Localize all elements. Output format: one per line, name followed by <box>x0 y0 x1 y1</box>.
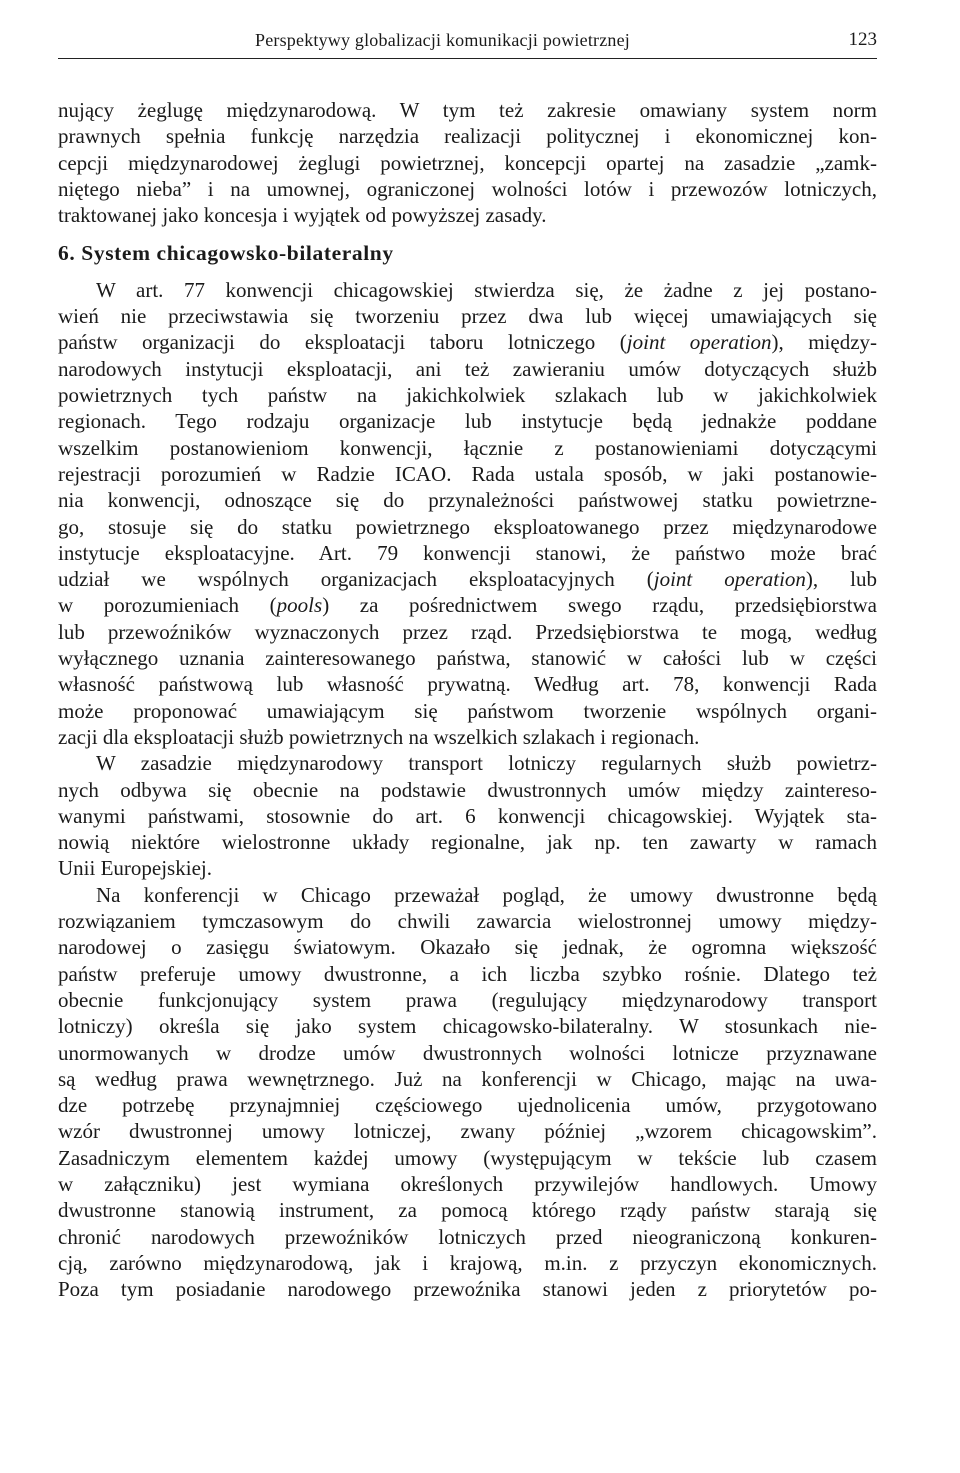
text-segment: nia konwencji, odnoszące się do przynależności państwowej statku powietrzne- <box>58 488 877 513</box>
text-segment: cepcji międzynarodowej żeglugi powietrznej, koncepcji opartej na zasadzie „zamk- <box>58 150 877 175</box>
text-segment: Unii Europejskiej. <box>58 856 212 881</box>
text-segment: wszelkim postanowieniom konwencji, łącznie z postanowieniami dotyczącymi <box>58 435 877 460</box>
text-line <box>58 566 877 592</box>
text-segment: rejestracji porozumień w Radzie ICAO. Rada ustala sposób, w jaki postanowie- <box>58 461 877 486</box>
text-line <box>58 1145 877 1171</box>
section-heading: 6. System chicagowsko-bilateralny <box>58 240 394 265</box>
text-line <box>58 540 877 566</box>
text-line <box>58 435 877 461</box>
text-line <box>58 277 877 303</box>
text-line <box>58 619 877 645</box>
text-line <box>58 777 877 803</box>
text-segment: niętego nieba” i na umownej, ograniczonej wolności lotów i przewozów lotniczych, <box>58 176 877 201</box>
text-segment: obecnie funkcjonujący system prawa (regulujący międzynarodowy transport <box>58 987 877 1012</box>
text-segment: rozwiązaniem tymczasowym do chwili zawarcia wielostronnej umowy między- <box>58 909 877 933</box>
text-segment: w załączniku) jest wymiana określonych przywilejów handlowych. Umowy <box>58 1172 877 1196</box>
text-segment: w porozumieniach ( <box>58 593 277 618</box>
text-segment: wyłącznego uznania zainteresowanego państwa, stanowić w całości lub w części <box>58 646 877 670</box>
italic-term: joint operation <box>653 567 806 592</box>
text-line <box>58 1066 877 1092</box>
text-segment: Zasadniczym elementem każdej umowy (występującym w tekście lub czasem <box>58 1145 877 1170</box>
text-line <box>58 514 877 540</box>
text-segment: państw organizacji do eksploatacji taboru lotniczego ( <box>58 330 627 355</box>
text-segment: wanymi państwami, stosownie do art. 6 konwencji chicagowskiej. Wyjątek sta- <box>58 803 877 828</box>
text-segment: może proponować umawiającym się państwom tworzenie wspólnych organi- <box>58 698 877 723</box>
text-segment: wzór dwustronnej umowy lotniczej, zwany później „wzorem chicagowskim”. <box>58 1119 877 1144</box>
text-segment: własność państwową lub własność prywatną. Według art. 78, konwencji Rada <box>58 672 877 697</box>
header-rule <box>58 58 877 59</box>
text-line <box>58 908 877 934</box>
text-line <box>58 961 877 987</box>
text-line <box>58 202 877 228</box>
text-line <box>58 934 877 960</box>
text-segment: udział we wspólnych organizacjach eksploatacyjnych ( <box>58 567 654 592</box>
text-segment: lub przewoźników wyznaczonych przez rząd. Przedsiębiorstwa te mogą, według <box>58 619 877 644</box>
text-line <box>58 987 877 1013</box>
text-line <box>58 487 877 513</box>
text-segment: nowią niektóre wielostronne układy regionalne, jak np. ten zawarty w ramach <box>58 830 877 855</box>
text-segment: są według prawa wewnętrznego. Już na konferencji w Chicago, mając na uwa- <box>58 1066 877 1091</box>
text-line <box>58 329 877 355</box>
page-number: 123 <box>848 29 877 50</box>
text-line <box>58 123 877 149</box>
text-segment: państw preferuje umowy dwustronne, a ich liczba szybko rośnie. Dlatego też <box>58 961 877 986</box>
text-line <box>58 356 877 382</box>
text-line <box>58 408 877 434</box>
text-line <box>58 97 877 123</box>
running-title: Perspektywy globalizacji komunikacji powietrznej <box>255 30 630 50</box>
text-line <box>58 176 877 202</box>
text-segment: ), lub <box>805 567 877 592</box>
text-segment: instytucje eksploatacyjne. Art. 79 konwencji stanowi, że państwo może brać <box>58 540 877 565</box>
text-segment: traktowanej jako koncesja i wyjątek od powyższej zasady. <box>58 203 547 228</box>
text-segment: narodowych instytucji eksploatacji, ani też zawieraniu umów dotyczących służb <box>58 356 877 381</box>
text-line <box>58 592 877 618</box>
running-header <box>255 30 877 56</box>
text-line <box>58 461 877 487</box>
italic-term: pools <box>276 593 323 618</box>
text-segment: narodowej o zasięgu światowym. Okazało się jednak, że ogromna większość <box>58 935 877 960</box>
text-line <box>58 1118 877 1144</box>
text-line <box>58 303 877 329</box>
text-segment: nujący żeglugę międzynarodową. W tym też zakresie omawiany system norm <box>58 98 877 122</box>
text-line <box>58 803 877 829</box>
text-line <box>58 382 877 408</box>
text-segment: wień nie przeciwstawia się tworzeniu przez dwa lub więcej umawiających się <box>58 304 877 329</box>
text-line <box>58 750 877 776</box>
text-segment: lotniczy) określa się jako system chicagowsko-bilateralny. W stosunkach nie- <box>58 1014 877 1039</box>
text-segment: regionach. Tego rodzaju organizacje lub instytucje będą jednakże poddane <box>58 409 877 434</box>
text-line <box>58 645 877 671</box>
text-line <box>58 1224 877 1250</box>
text-line <box>58 855 877 881</box>
text-segment: dwustronne stanowią instrument, za pomocą którego rządy państw starają się <box>58 1198 877 1223</box>
text-segment: prawnych spełnia funkcję narzędzia realizacji politycznej i ekonomicznej kon- <box>58 124 877 149</box>
text-line <box>58 150 877 176</box>
text-line <box>58 829 877 855</box>
text-line <box>58 1276 877 1302</box>
text-line <box>58 1250 877 1276</box>
text-line <box>58 724 877 750</box>
text-segment: go, stosuje się do statku powietrznego eksploatowanego przez międzynarodowe <box>58 514 877 539</box>
text-line <box>58 1092 877 1118</box>
text-line <box>58 882 877 908</box>
text-segment: zacji dla eksploatacji służb powietrznych na wszelkich szlakach i regionach. <box>58 724 700 749</box>
text-line <box>58 1040 877 1066</box>
text-line <box>58 1171 877 1197</box>
text-line <box>58 1197 877 1223</box>
text-segment: dze potrzebę przynajmniej częściowego ujednolicenia umów, przygotowano <box>58 1093 877 1118</box>
text-segment: W zasadzie międzynarodowy transport lotniczy regularnych służb powietrz- <box>96 751 877 776</box>
text-segment: ) za pośrednictwem swego rządu, przedsiębiorstwa <box>322 593 877 618</box>
text-line <box>58 1013 877 1039</box>
text-segment: W art. 77 konwencji chicagowskiej stwierdza się, że żadne z jej postano- <box>96 277 877 302</box>
text-segment: Poza tym posiadanie narodowego przewoźnika stanowi jeden z priorytetów po- <box>58 1277 877 1302</box>
italic-term: joint operation <box>626 330 772 355</box>
text-segment: ), między- <box>771 330 878 355</box>
text-line <box>58 671 877 697</box>
text-line <box>58 698 877 724</box>
text-segment: Na konferencji w Chicago przeważał pogląd, że umowy dwustronne będą <box>96 882 877 907</box>
text-segment: unormowanych w drodze umów dwustronnych wolności lotnicze przyznawane <box>58 1040 877 1065</box>
text-segment: nych odbywa się obecnie na podstawie dwustronnych umów między zaintereso- <box>58 777 877 802</box>
text-segment: chronić narodowych przewoźników lotniczych przed nieograniczoną konkuren- <box>58 1224 877 1249</box>
text-segment: powietrznych tych państw na jakichkolwiek szlakach lub w jakichkolwiek <box>58 383 877 407</box>
text-segment: cją, zarówno międzynarodową, jak i krajową, m.in. z przyczyn ekonomicznych. <box>58 1250 877 1275</box>
